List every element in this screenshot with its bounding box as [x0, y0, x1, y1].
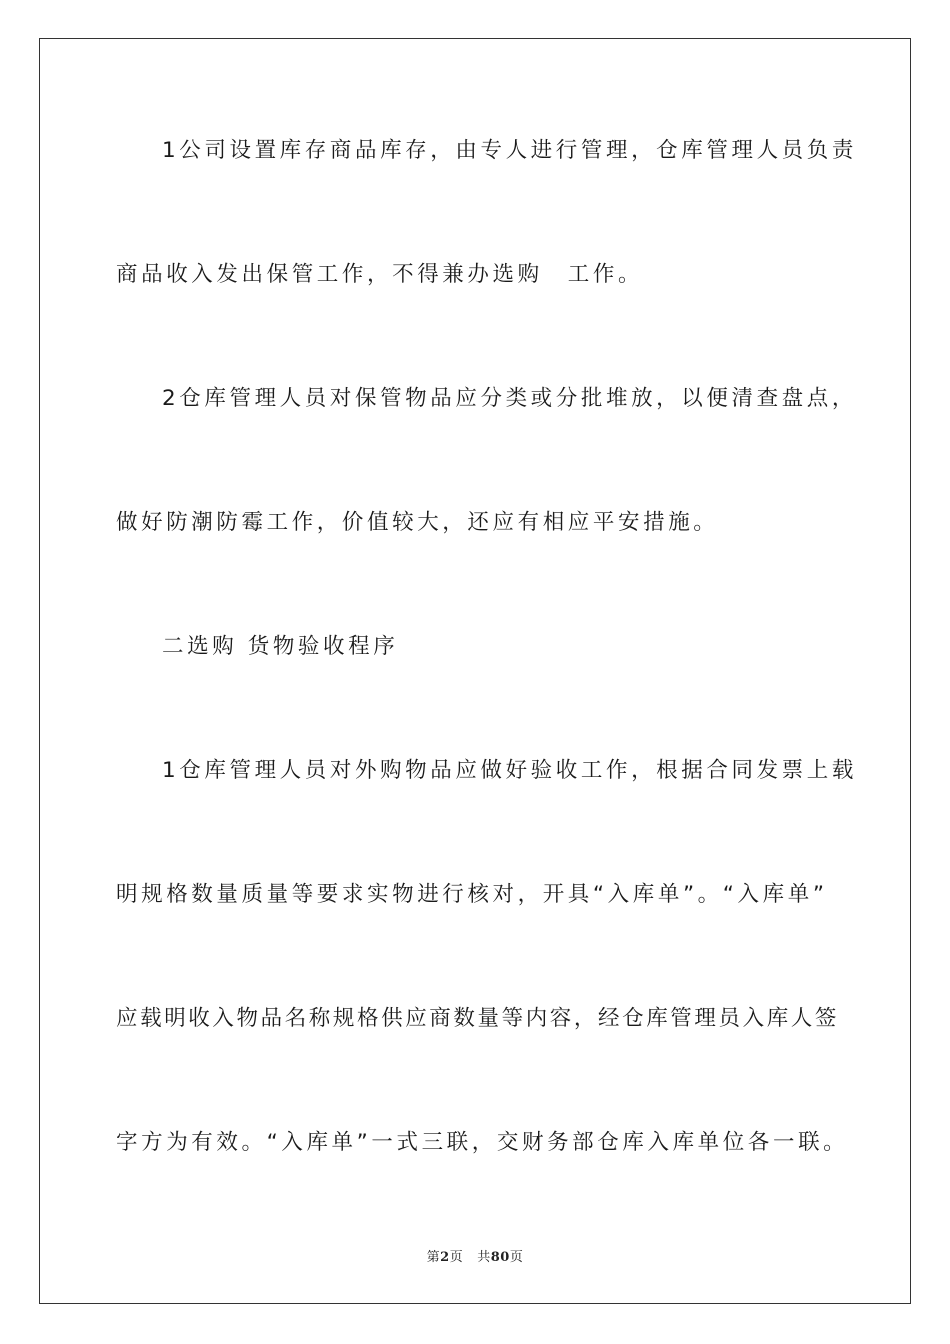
page-footer [0, 1246, 950, 1265]
footer-page-prefix: 第 [426, 1250, 441, 1265]
footer-page-number: 2 [440, 1250, 450, 1265]
paragraph-2-line-2: 做好防潮防霉工作，价值较大，还应有相应平安措施。 [116, 510, 719, 535]
footer-total-pages: 80 [490, 1250, 510, 1265]
footer-total-suffix: 页 [509, 1250, 524, 1265]
footer-page-suffix: 页 [449, 1250, 464, 1265]
section-heading: 二选购 货物验收程序 [162, 634, 399, 659]
paragraph-1-line-2: 商品收入发出保管工作，不得兼办选购 工作。 [116, 262, 644, 287]
paragraph-3-line-3: 应载明收入物品名称规格供应商数量等内容，经仓库管理员入库人签 [116, 1006, 840, 1031]
paragraph-3-line-4: 字方为有效。“入库单”一式三联，交财务部仓库入库单位各一联。 [116, 1130, 849, 1155]
paragraph-1-line-1: 1公司设置库存商品库存，由专人进行管理，仓库管理人员负责 [162, 138, 857, 163]
paragraph-3-line-1: 1仓库管理人员对外购物品应做好验收工作，根据合同发票上载 [162, 758, 857, 783]
page-border [39, 38, 911, 1304]
footer-total-prefix: 共 [477, 1250, 491, 1265]
paragraph-2-line-1: 2仓库管理人员对保管物品应分类或分批堆放，以便清查盘点， [162, 386, 857, 411]
paragraph-3-line-2: 明规格数量质量等要求实物进行核对，开具“入库单”。“入库单” [116, 882, 828, 907]
